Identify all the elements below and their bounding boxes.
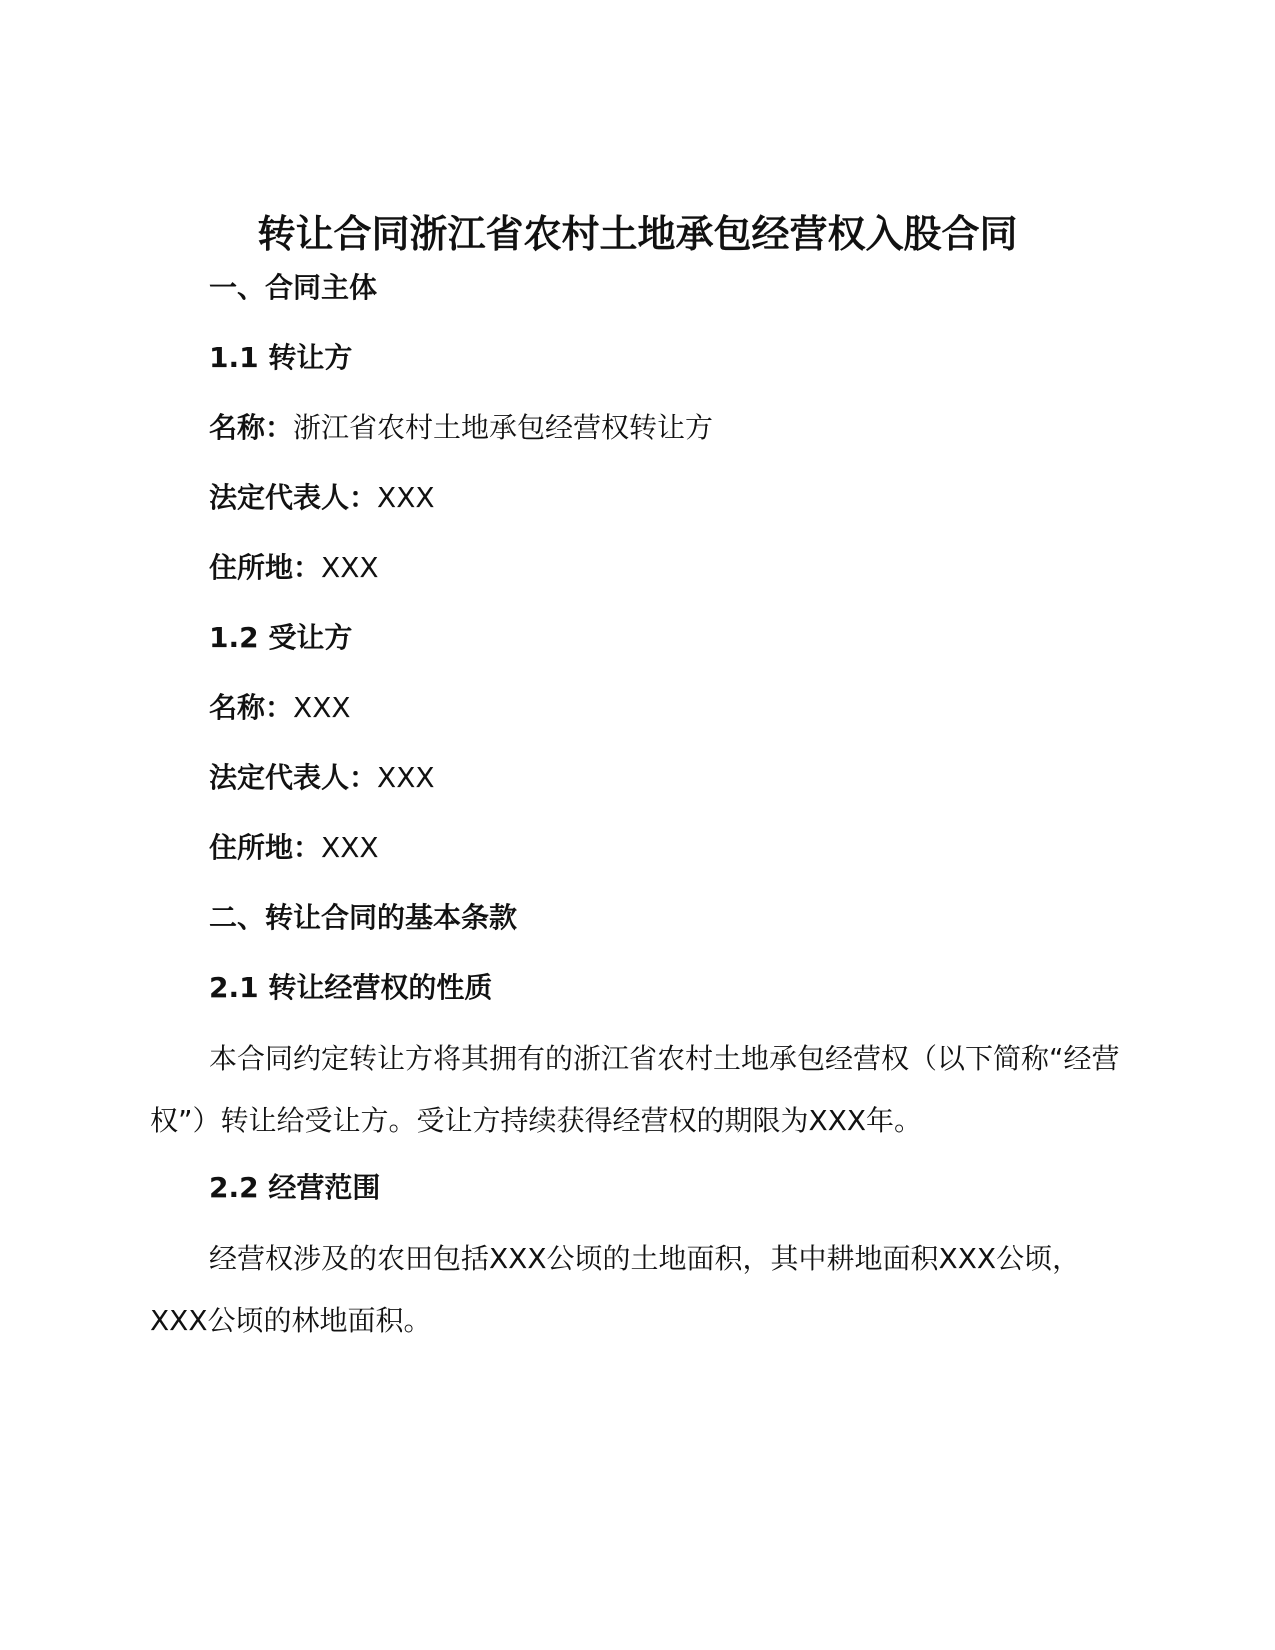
nature-paragraph: 本合同约定转让方将其拥有的浙江省农村土地承包经营权（以下简称“经营权”）转让给受让方。受让方持续获得经营权的期限为XXX年。	[150, 1042, 1120, 1137]
transferor-address-value: XXX	[321, 551, 379, 584]
transferee-name-value: XXX	[293, 691, 351, 724]
scope-heading: 2.2 经营范围	[209, 1171, 381, 1204]
transferee-address-label: 住所地：	[209, 831, 322, 864]
document-title: 转让合同浙江省农村土地承包经营权入股合同	[257, 212, 1018, 256]
transferor-name-value: 浙江省农村土地承包经营权转让方	[293, 411, 714, 444]
transferee-address-value: XXX	[321, 831, 379, 864]
transferor-name-label: 名称：	[209, 411, 294, 444]
transferor-name-line	[209, 408, 713, 448]
transferee-address-line	[209, 828, 379, 868]
transferee-rep-line	[209, 758, 435, 798]
nature-heading: 2.1 转让经营权的性质	[209, 971, 493, 1004]
transferee-rep-value: XXX	[377, 761, 435, 794]
section-1-heading: 一、合同主体	[209, 271, 378, 304]
transferee-name-label: 名称：	[209, 691, 294, 724]
transferor-address-line	[209, 548, 379, 588]
transferor-address-label: 住所地：	[209, 551, 322, 584]
scope-paragraph: 经营权涉及的农田包括XXX公顷的土地面积，其中耕地面积XXX公顷，XXX公顷的林地面积。	[150, 1242, 1081, 1337]
transferee-name-line	[209, 688, 351, 728]
transferor-rep-line	[209, 478, 435, 518]
transferee-heading: 1.2 受让方	[209, 621, 353, 654]
section-2-heading: 二、转让合同的基本条款	[209, 901, 518, 934]
transferee-rep-label: 法定代表人：	[209, 761, 378, 794]
transferor-rep-label: 法定代表人：	[209, 481, 378, 514]
transferor-rep-value: XXX	[377, 481, 435, 514]
transferor-heading: 1.1 转让方	[209, 341, 353, 374]
